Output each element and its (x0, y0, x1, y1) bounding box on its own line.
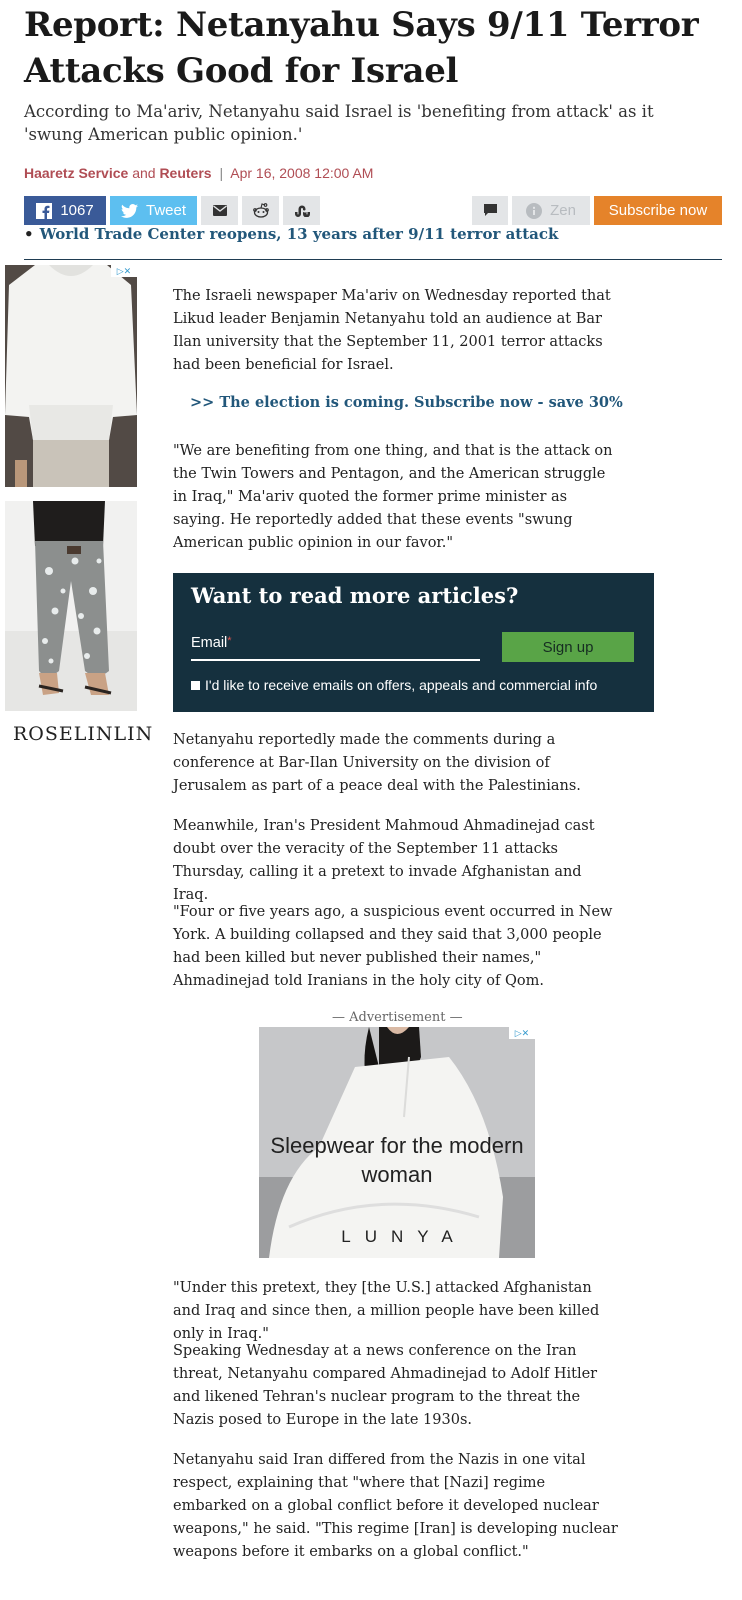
reddit-share-button[interactable] (242, 196, 279, 225)
article-subhead: According to Ma'ariv, Netanyahu said Israel is 'benefiting from attack' as it 'swung American public opinion.' (24, 102, 654, 144)
newsletter-signup-box (173, 573, 654, 712)
zen-label: Zen (550, 202, 576, 219)
email-field-label: Email (191, 635, 228, 651)
publish-date: Apr 16, 2008 12:00 AM (230, 165, 374, 181)
ad-brand: LUNYA (341, 1227, 467, 1246)
info-icon (526, 203, 542, 219)
share-bar (24, 196, 722, 225)
required-mark: * (227, 635, 232, 647)
bullet-icon: • (24, 225, 34, 243)
ad-image-floral-pants[interactable] (5, 501, 137, 711)
article-paragraph: "Under this pretext, they [the U.S.] attacked Afghanistan and Iraq and since then, a million people have been killed only in Iraq." (173, 1280, 600, 1342)
related-article (24, 225, 558, 243)
article-paragraph: Speaking Wednesday at a news conference on the Iran threat, Netanyahu compared Ahmadinejad to Adolf Hitler and likened Tehran's nuclear program to the threat the Nazis posed to Europe in the late 1930s. (173, 1343, 598, 1428)
related-article-link[interactable]: World Trade Center reopens, 13 years after 9/11 terror attack (39, 225, 559, 243)
article-paragraph: Netanyahu said Iran differed from the Nazis in one vital respect, explaining that "where that [Nazi] regime embarked on a global conflict before it developed nuclear weapons," he said. "This regime [Iran] is developing nuclear weapons before it embarks on a global conflict." (173, 1452, 618, 1560)
article-headline: Report: Netanyahu Says 9/11 Terror Attacks Good for Israel (24, 5, 699, 91)
facebook-icon (36, 203, 52, 219)
tweet-button[interactable] (110, 196, 197, 225)
twitter-icon (121, 204, 138, 218)
facebook-share-button[interactable] (24, 196, 106, 225)
stumbleupon-share-button[interactable] (283, 196, 320, 225)
email-share-button[interactable] (201, 196, 238, 225)
mail-icon (213, 205, 227, 216)
header-divider (24, 259, 722, 260)
byline-separator: | (219, 165, 224, 181)
advertisement-label: — Advertisement — (332, 1010, 463, 1025)
ad-brand-logo[interactable]: ROSELINLIN (13, 723, 154, 745)
consent-checkbox-row[interactable] (191, 677, 597, 693)
left-advertisement[interactable] (5, 265, 154, 745)
promo-subscribe-link[interactable]: >> The election is coming. Subscribe now - save 30% (190, 394, 623, 411)
article-paragraph: "Four or five years ago, a suspicious event occurred in New York. A building collapsed and they said that 3,000 people had been killed but never published their names," Ahmadinejad told Iranians in the holy city of Qom. (173, 904, 613, 989)
ad-image-white-top[interactable] (5, 265, 137, 487)
ad-headline: Sleepwear for the modern woman (270, 1133, 524, 1187)
reddit-icon (253, 203, 269, 218)
comments-button[interactable] (472, 196, 508, 225)
email-field[interactable] (191, 635, 480, 661)
signup-button[interactable]: Sign up (502, 632, 634, 662)
stumbleupon-icon (294, 205, 310, 217)
inline-advertisement[interactable] (259, 1027, 535, 1258)
comment-icon (484, 204, 497, 217)
facebook-share-count: 1067 (60, 202, 94, 219)
article-paragraph: Meanwhile, Iran's President Mahmoud Ahmadinejad cast doubt over the veracity of the September 11 attacks Thursday, calling it a pretext to invade Afghanistan and Iraq. (173, 818, 595, 903)
byline (24, 165, 373, 181)
tweet-label: Tweet (145, 202, 187, 219)
byline-source-reuters[interactable]: Reuters (159, 165, 212, 181)
article-paragraph: The Israeli newspaper Ma'ariv on Wednesday reported that Likud leader Benjamin Netanyahu told an audience at Bar Ilan university that the September 11, 2001 terror attacks had been beneficial for Israel. (173, 288, 611, 373)
newsletter-title: Want to read more articles? (191, 583, 519, 608)
zen-button[interactable] (512, 196, 590, 225)
consent-label: I'd like to receive emails on offers, appeals and commercial info (205, 677, 598, 693)
consent-checkbox[interactable] (191, 681, 200, 690)
article-paragraph: "We are benefiting from one thing, and that is the attack on the Twin Towers and Pentagon, and the American struggle in Iraq," Ma'ariv quoted the former prime minister as saying. He reportedly added that these events "swung American public opinion in our favor." (173, 443, 613, 551)
ad-choices-icon[interactable]: ▷✕ (111, 265, 137, 277)
ad-choices-icon[interactable]: ▷✕ (509, 1027, 535, 1039)
byline-source-haaretz[interactable]: Haaretz Service (24, 165, 129, 181)
subscribe-button[interactable]: Subscribe now (594, 196, 722, 225)
byline-conjunction: and (132, 165, 156, 181)
article-paragraph: Netanyahu reportedly made the comments during a conference at Bar-Ilan University on the division of Jerusalem as part of a peace deal with the Palestinians. (173, 732, 581, 794)
